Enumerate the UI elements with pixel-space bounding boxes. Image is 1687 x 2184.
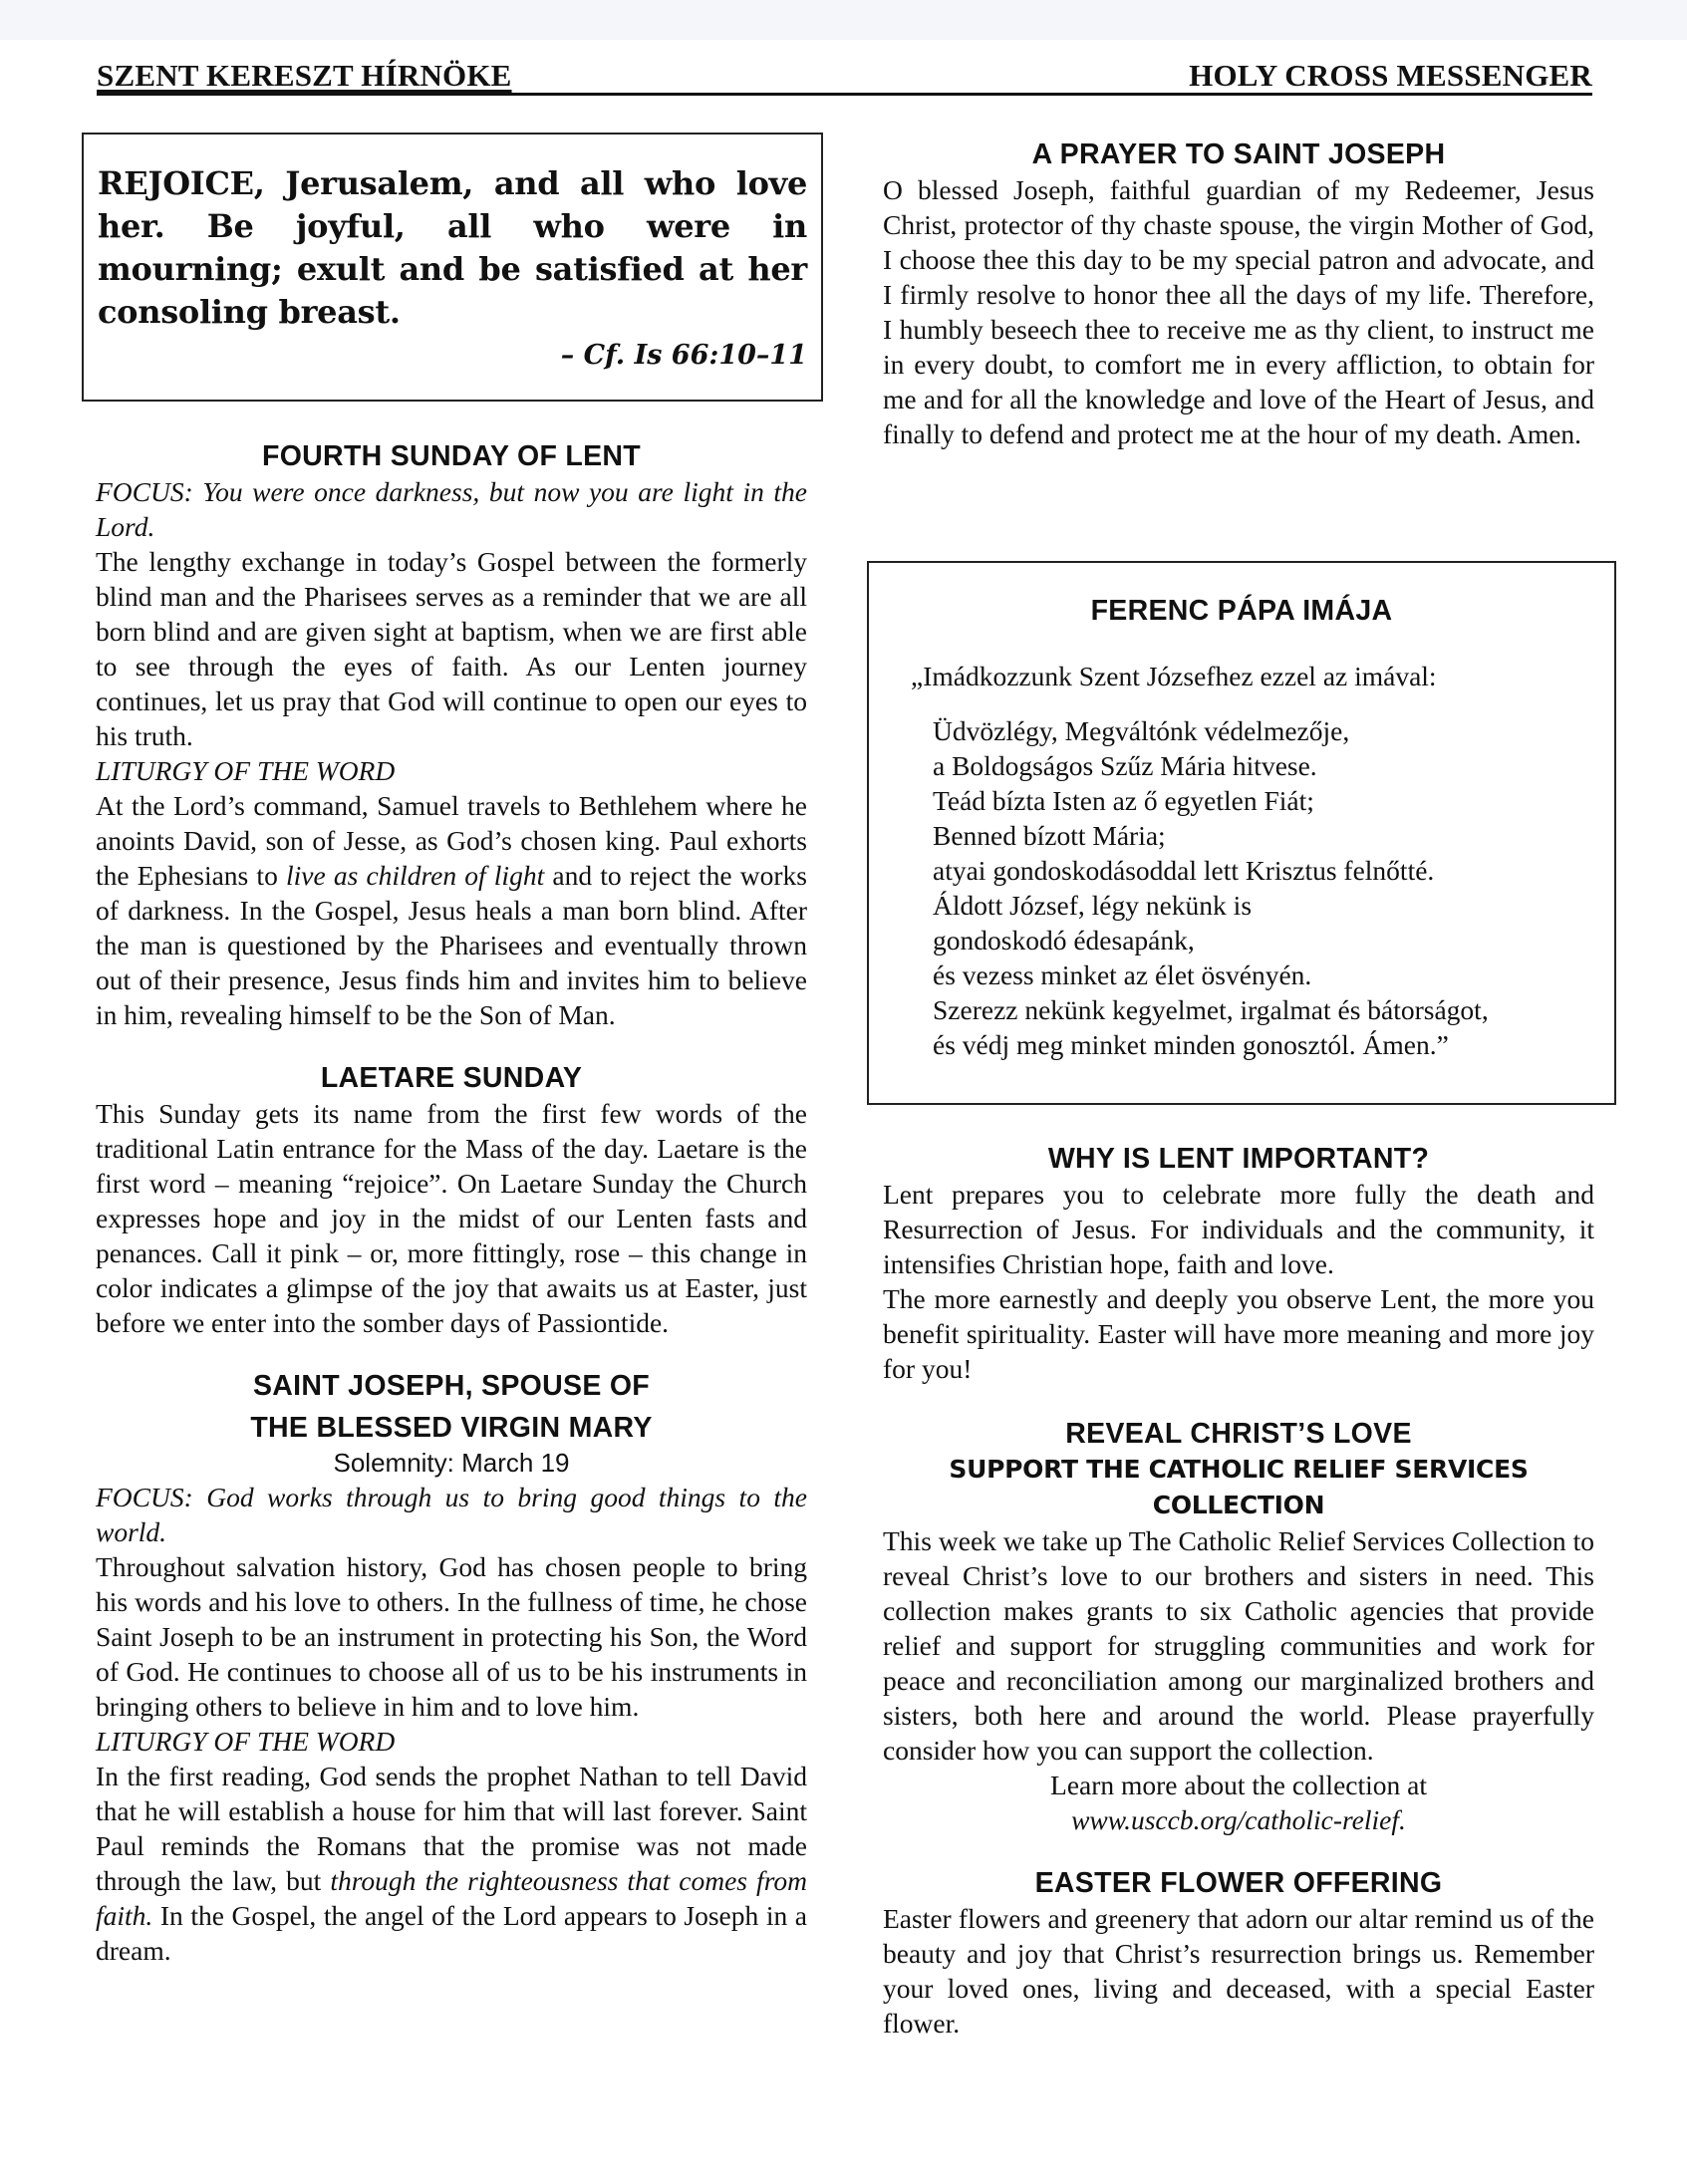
section-why-lent [883, 1141, 1594, 1386]
prayer-text: O blessed Joseph, faithful guardian of my Redeemer, Jesus Christ, protector of thy chaste spouse, the virgin Mother of God, I choose thee this day to be my special patron and advocate, and I firmly resolve to honor thee all the days of my life. Therefore, I humbly beseech thee to receive me as thy client, to instruct me in every doubt, to comfort me in every affliction, to obtain for me and for all the knowledge and love of the Heart of Jesus, and finally to defend and protect me at the hour of my death. Amen. [883, 174, 1594, 449]
header-rule [97, 93, 1592, 96]
body-paragraph [96, 788, 807, 1032]
body-paragraph: The more earnestly and deeply you observe Lent, the more you benefit spirituality. Easter will have more meaning and more joy for you! [883, 1283, 1594, 1384]
ferenc-papa-prayer-box [867, 561, 1616, 1105]
crs-link[interactable]: www.usccb.org/catholic-relief. [1071, 1804, 1406, 1835]
focus-text: FOCUS: You were once darkness, but now you are light in the Lord. [96, 476, 807, 542]
body-paragraph: The lengthy exchange in today’s Gospel between the formerly blind man and the Pharisees serves as a reminder that we are all born blind and are given sight at baptism, when we are first able to see through the eyes of faith. As our Lenten journey continues, let us pray that God will continue to open our eyes to his truth. [96, 546, 807, 751]
section-heading: FERENC PÁPA IMÁJA [1090, 595, 1393, 627]
body-paragraph: Lent prepares you to celebrate more fully the death and Resurrection of Jesus. For individuals and the community, it intensifies Christian hope, faith and love. [883, 1179, 1594, 1279]
verse-line: a Boldogságos Szűz Mária hitvese. [933, 750, 1317, 781]
text-run: In the first reading, God sends the prophet Nathan to tell David that he will establish a house for him that will last forever. Saint Paul reminds the Romans that the promise was not made through the law, but [96, 1761, 807, 1896]
newsletter-title-english: HOLY CROSS MESSENGER [1189, 58, 1592, 93]
verse-line: Áldott József, légy nekünk is [933, 890, 1253, 921]
body-paragraph: Easter flowers and greenery that adorn our altar remind us of the beauty and joy that Christ’s resurrection brings us. Remember your loved ones, living and deceased, with a special Easter flower. [883, 1903, 1594, 2039]
verse-line: és vezess minket az élet ösvényén. [933, 959, 1312, 990]
section-heading: A PRAYER TO SAINT JOSEPH [1031, 138, 1446, 170]
scan-top-band [0, 0, 1687, 40]
verse-line: Üdvözlégy, Megváltónk védelmezője, [933, 715, 1350, 746]
text-run: At the Lord’s command, Samuel travels to Bethlehem where he anoints David, son of Jesse, as God’s chosen king. Paul exhorts the Ephesians to [96, 790, 807, 891]
section-heading: SAINT JOSEPH, SPOUSE OF [252, 1370, 651, 1402]
section-heading: THE BLESSED VIRGIN MARY [250, 1412, 653, 1444]
section-heading: REVEAL CHRIST’S LOVE [1065, 1418, 1412, 1450]
verse-line: és védj meg minket minden gonosztól. Ámen.” [933, 1029, 1449, 1060]
body-paragraph: Throughout salvation history, God has chosen people to bring his words and his love to others. In the fullness of time, he chose Saint Joseph to be an instrument in protecting his Son, the Word of God. He continues to choose all of us to be his instruments in bringing others to believe in him and to love him. [96, 1551, 807, 1722]
scripture-quote-box [82, 133, 823, 402]
verse-line: atyai gondoskodásoddal lett Krisztus felnőtté. [933, 855, 1435, 886]
verse-line: gondoskodó édesapánk, [933, 925, 1195, 956]
focus-text: FOCUS: God works through us to bring good things to the world. [96, 1482, 807, 1547]
body-paragraph: This week we take up The Catholic Relief Services Collection to reveal Christ’s love to our brothers and sisters in need. This collection makes grants to six Catholic agencies that provide relief and support for struggling communities and work for peace and reconciliation among our marginalized brothers and sisters, both here and around the world. Please prayerfully consider how you can support the collection. [883, 1525, 1594, 1766]
body-paragraph: This Sunday gets its name from the first few words of the traditional Latin entrance for the Mass of the day. Laetare is the first word – meaning “rejoice”. On Laetare Sunday the Church expresses hope and joy in the midst of our Lenten fasts and penances. Call it pink – or, more fittingly, rose – this change in color indicates a glimpse of the joy that awaits us at Easter, just before we enter into the somber days of Passiontide. [96, 1098, 807, 1338]
left-column [96, 438, 807, 1968]
section-subheading: SUPPORT THE CATHOLIC RELIEF SERVICES COLLECTION [949, 1455, 1529, 1519]
prayer-intro: „Imádkozzunk Szent Józsefhez ezzel az imával: [911, 661, 1437, 691]
section-crs-collection [883, 1416, 1594, 1837]
section-fourth-sunday [96, 438, 807, 1032]
verse-line: Teád bízta Isten az ő egyetlen Fiát; [933, 785, 1314, 816]
verse-line: Szerezz nekünk kegyelmet, irgalmat és bátorságot, [933, 994, 1489, 1025]
solemnity-date: Solemnity: March 19 [333, 1448, 570, 1478]
body-paragraph [96, 1759, 807, 1968]
text-run: and to reject the works of darkness. In the Gospel, Jesus heals a man born blind. After the man is questioned by the Pharisees and eventually thrown out of their presence, Jesus finds him and invites him to believe in him, revealing himself to be the Son of Man. [96, 860, 807, 1030]
liturgy-label: LITURGY OF THE WORD [96, 755, 396, 786]
liturgy-label: LITURGY OF THE WORD [96, 1726, 396, 1757]
emphasis-text: through the righteousness that comes from faith. [96, 1865, 807, 1931]
verse-line: Benned bízott Mária; [933, 820, 1166, 851]
section-heading: WHY IS LENT IMPORTANT? [1047, 1143, 1430, 1175]
section-easter-flower [883, 1865, 1594, 2041]
right-column-top [883, 136, 1594, 451]
emphasis-text: live as children of light [285, 860, 545, 891]
prayer-verse [933, 713, 1614, 1062]
section-heading: EASTER FLOWER OFFERING [1034, 1867, 1443, 1899]
section-heading: FOURTH SUNDAY OF LENT [262, 440, 641, 472]
section-laetare-sunday [96, 1060, 807, 1340]
scripture-citation: – Cf. Is 66:10–11 [560, 340, 807, 371]
section-saint-joseph [96, 1368, 807, 1968]
scripture-quote: REJOICE, Jerusalem, and all who love her. Be joyful, all who were in mourning; exult and be satisfied at her consoling breast. [98, 164, 807, 331]
section-prayer-saint-joseph [883, 136, 1594, 451]
right-column-bottom [883, 1141, 1594, 2041]
learn-more-text: Learn more about the collection at [1050, 1770, 1427, 1800]
newsletter-title-hungarian: SZENT KERESZT HÍRNÖKE [97, 58, 512, 93]
section-heading: LAETARE SUNDAY [320, 1062, 583, 1094]
text-run: In the Gospel, the angel of the Lord appears to Joseph in a dream. [96, 1900, 807, 1966]
